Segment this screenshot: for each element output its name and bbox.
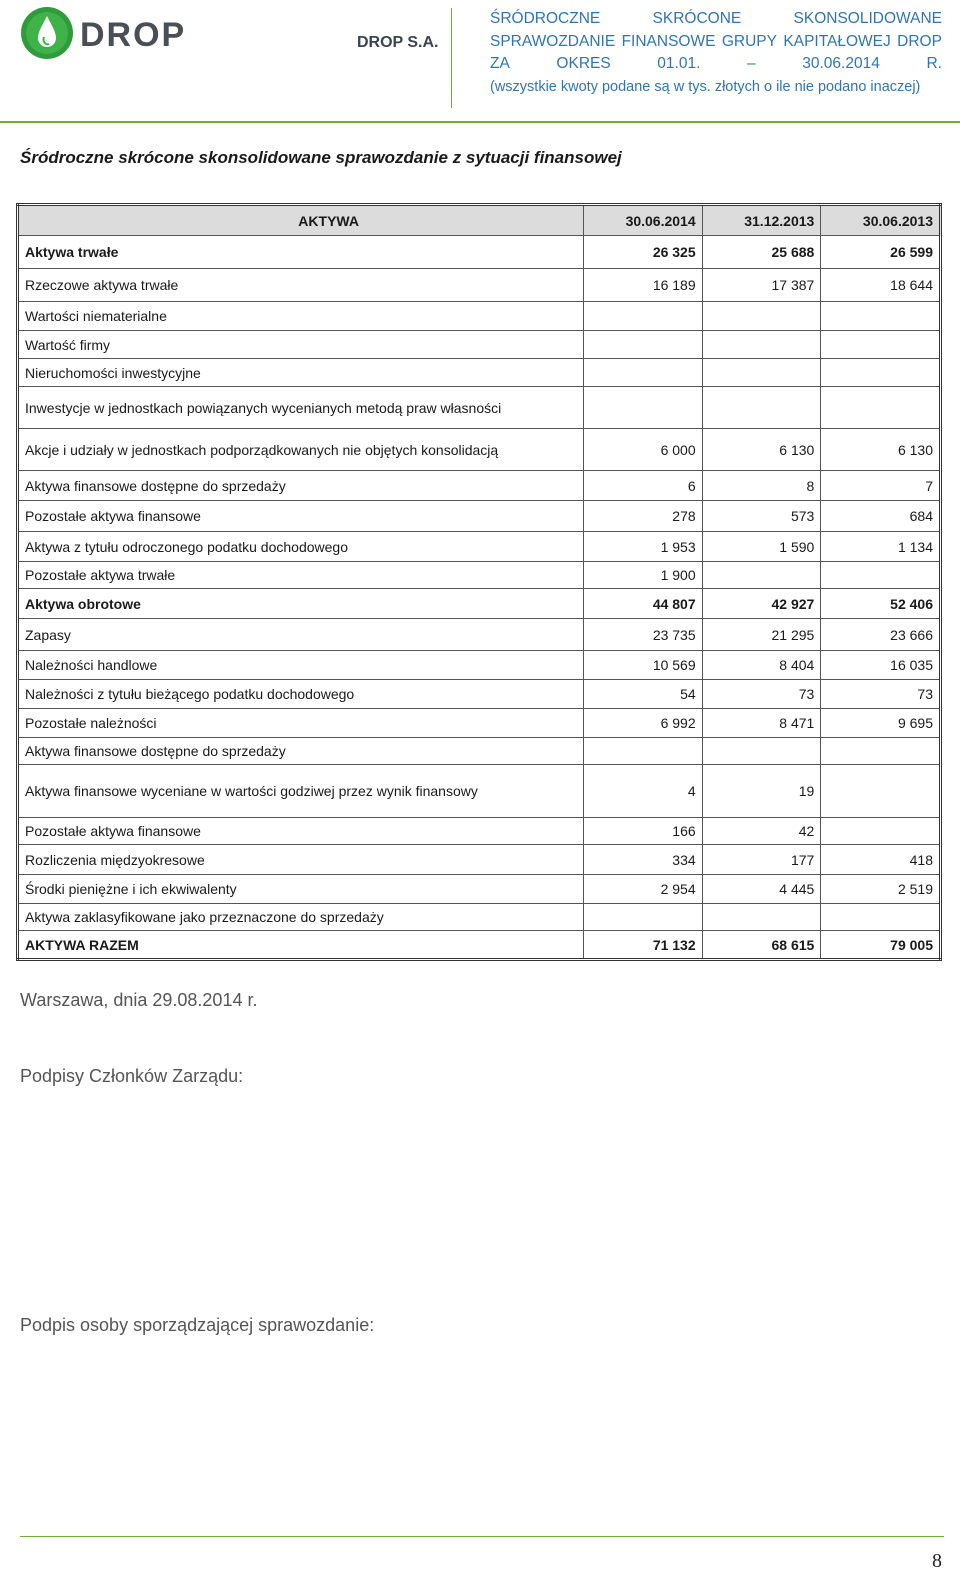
- svg-text:DROP: DROP: [80, 16, 187, 54]
- value-31-12-2013: 1 590: [702, 532, 821, 562]
- assets-table: [16, 203, 942, 961]
- value-31-12-2013: 6 130: [702, 429, 821, 471]
- value-30-06-2013: [821, 359, 941, 387]
- table-row: [18, 429, 941, 471]
- value-31-12-2013: 573: [702, 501, 821, 532]
- value-31-12-2013: [702, 562, 821, 589]
- header-word: 01.01.: [657, 55, 701, 72]
- column-header: 31.12.2013: [702, 205, 821, 236]
- row-label: Aktywa finansowe wyceniane w wartości godziwej przez wynik finansowy: [18, 765, 584, 818]
- table-row: [18, 931, 941, 960]
- value-31-12-2013: 73: [702, 680, 821, 709]
- value-30-06-2013: 18 644: [821, 269, 941, 302]
- table-row: [18, 387, 941, 429]
- table-body: [18, 236, 941, 960]
- place-date: Warszawa, dnia 29.08.2014 r.: [20, 990, 258, 1010]
- header-word: –: [747, 55, 756, 72]
- value-31-12-2013: 4 445: [702, 875, 821, 904]
- value-30-06-2014: 6 000: [583, 429, 702, 471]
- table-row: [18, 875, 941, 904]
- row-label: Zapasy: [18, 619, 584, 651]
- value-30-06-2014: [583, 738, 702, 765]
- value-31-12-2013: [702, 331, 821, 359]
- table-row: [18, 236, 941, 269]
- header-word: KAPITAŁOWEJ: [783, 32, 891, 50]
- value-31-12-2013: 177: [702, 845, 821, 875]
- value-30-06-2013: 79 005: [821, 931, 941, 960]
- value-31-12-2013: 19: [702, 765, 821, 818]
- value-30-06-2014: [583, 387, 702, 429]
- report-header-title: [490, 8, 942, 98]
- table-row: [18, 709, 941, 738]
- value-30-06-2013: 16 035: [821, 651, 941, 680]
- footer-rule: [20, 1536, 944, 1537]
- table-row: [18, 532, 941, 562]
- value-31-12-2013: 21 295: [702, 619, 821, 651]
- header-word: GRUPY: [721, 32, 777, 50]
- header-title-line-1: [490, 8, 942, 31]
- value-30-06-2014: 334: [583, 845, 702, 875]
- header-rule: [0, 121, 960, 123]
- row-label: Pozostałe aktywa finansowe: [18, 501, 584, 532]
- header-title-line-2: [490, 31, 942, 54]
- page-number: 8: [932, 1550, 942, 1572]
- value-31-12-2013: 8: [702, 471, 821, 501]
- value-31-12-2013: 17 387: [702, 269, 821, 302]
- table-row: [18, 904, 941, 931]
- header-word: SKONSOLIDOWANE: [793, 10, 942, 27]
- value-31-12-2013: 25 688: [702, 236, 821, 269]
- row-label: Wartość firmy: [18, 331, 584, 359]
- value-30-06-2013: 26 599: [821, 236, 941, 269]
- value-30-06-2014: [583, 359, 702, 387]
- header-word: R.: [926, 55, 942, 72]
- value-30-06-2014: 1 900: [583, 562, 702, 589]
- value-31-12-2013: 42 927: [702, 589, 821, 619]
- header-word: OKRES: [556, 55, 611, 72]
- value-30-06-2014: 16 189: [583, 269, 702, 302]
- row-label: Pozostałe aktywa trwałe: [18, 562, 584, 589]
- value-30-06-2014: 1 953: [583, 532, 702, 562]
- value-30-06-2013: [821, 387, 941, 429]
- page-title: Śródroczne skrócone skonsolidowane sprawozdanie z sytuacji finansowej: [20, 148, 622, 167]
- header-word: ZA: [490, 55, 510, 72]
- value-30-06-2013: [821, 904, 941, 931]
- value-30-06-2014: 2 954: [583, 875, 702, 904]
- row-label: Rozliczenia międzyokresowe: [18, 845, 584, 875]
- value-30-06-2014: 166: [583, 818, 702, 845]
- value-30-06-2013: 684: [821, 501, 941, 532]
- value-30-06-2014: [583, 904, 702, 931]
- value-30-06-2014: 6 992: [583, 709, 702, 738]
- value-30-06-2013: 6 130: [821, 429, 941, 471]
- drop-logo: [20, 4, 195, 62]
- row-label: Aktywa trwałe: [18, 236, 584, 269]
- table-row: [18, 619, 941, 651]
- header-word: FINANSOWE: [621, 32, 716, 50]
- value-31-12-2013: [702, 738, 821, 765]
- row-label: Środki pieniężne i ich ekwiwalenty: [18, 875, 584, 904]
- row-label: Wartości niematerialne: [18, 302, 584, 331]
- value-31-12-2013: [702, 359, 821, 387]
- value-30-06-2014: 6: [583, 471, 702, 501]
- row-label: Aktywa obrotowe: [18, 589, 584, 619]
- value-31-12-2013: 8 404: [702, 651, 821, 680]
- column-header: AKTYWA: [18, 205, 584, 236]
- row-label: Akcje i udziały w jednostkach podporządkowanych nie objętych konsolidacją: [18, 429, 584, 471]
- value-30-06-2013: [821, 302, 941, 331]
- header-title-line-3: [490, 53, 942, 76]
- row-label: Należności handlowe: [18, 651, 584, 680]
- column-header: 30.06.2013: [821, 205, 941, 236]
- table-row: [18, 845, 941, 875]
- row-label: Nieruchomości inwestycyjne: [18, 359, 584, 387]
- row-label: Inwestycje w jednostkach powiązanych wycenianych metodą praw własności: [18, 387, 584, 429]
- table-row: [18, 818, 941, 845]
- board-signatures-label: Podpisy Członków Zarządu:: [20, 1066, 244, 1086]
- value-31-12-2013: [702, 387, 821, 429]
- table-row: [18, 302, 941, 331]
- value-30-06-2013: 418: [821, 845, 941, 875]
- value-30-06-2014: 278: [583, 501, 702, 532]
- value-30-06-2013: [821, 765, 941, 818]
- table-row: [18, 471, 941, 501]
- header-word: SKRÓCONE: [652, 10, 742, 27]
- value-30-06-2014: 10 569: [583, 651, 702, 680]
- preparer-signature-label: Podpis osoby sporządzającej sprawozdanie:: [20, 1315, 375, 1335]
- row-label: Aktywa z tytułu odroczonego podatku dochodowego: [18, 532, 584, 562]
- header-word: ŚRÓDROCZNE: [490, 10, 601, 27]
- header-word: DROP: [897, 32, 942, 50]
- value-30-06-2013: [821, 738, 941, 765]
- row-label: Należności z tytułu bieżącego podatku dochodowego: [18, 680, 584, 709]
- company-name: DROP S.A.: [357, 34, 439, 51]
- table-row: [18, 765, 941, 818]
- row-label: Pozostałe aktywa finansowe: [18, 818, 584, 845]
- value-31-12-2013: 42: [702, 818, 821, 845]
- value-30-06-2013: [821, 562, 941, 589]
- table-header-row: [18, 205, 941, 236]
- row-label: Pozostałe należności: [18, 709, 584, 738]
- table-row: [18, 651, 941, 680]
- value-31-12-2013: 8 471: [702, 709, 821, 738]
- value-30-06-2013: 1 134: [821, 532, 941, 562]
- value-30-06-2013: 2 519: [821, 875, 941, 904]
- row-label: AKTYWA RAZEM: [18, 931, 584, 960]
- row-label: Rzeczowe aktywa trwałe: [18, 269, 584, 302]
- row-label: Aktywa finansowe dostępne do sprzedaży: [18, 471, 584, 501]
- table-row: [18, 501, 941, 532]
- table-row: [18, 680, 941, 709]
- column-header: 30.06.2014: [583, 205, 702, 236]
- table-row: [18, 359, 941, 387]
- value-30-06-2013: [821, 331, 941, 359]
- value-30-06-2014: 26 325: [583, 236, 702, 269]
- table-row: [18, 562, 941, 589]
- header-word: 30.06.2014: [802, 55, 880, 72]
- table-row: [18, 589, 941, 619]
- value-31-12-2013: 68 615: [702, 931, 821, 960]
- value-31-12-2013: [702, 904, 821, 931]
- value-31-12-2013: [702, 302, 821, 331]
- value-30-06-2014: 71 132: [583, 931, 702, 960]
- value-30-06-2014: 44 807: [583, 589, 702, 619]
- table-row: [18, 331, 941, 359]
- value-30-06-2013: 23 666: [821, 619, 941, 651]
- table-row: [18, 738, 941, 765]
- header-subtitle: (wszystkie kwoty podane są w tys. złotych o ile nie podano inaczej): [490, 78, 921, 95]
- table-row: [18, 269, 941, 302]
- value-30-06-2013: 73: [821, 680, 941, 709]
- value-30-06-2013: 9 695: [821, 709, 941, 738]
- value-30-06-2014: 54: [583, 680, 702, 709]
- row-label: Aktywa finansowe dostępne do sprzedaży: [18, 738, 584, 765]
- value-30-06-2013: 7: [821, 471, 941, 501]
- value-30-06-2014: [583, 302, 702, 331]
- header-word: SPRAWOZDANIE: [490, 32, 616, 50]
- value-30-06-2013: [821, 818, 941, 845]
- header-divider: [451, 8, 452, 108]
- value-30-06-2014: [583, 331, 702, 359]
- value-30-06-2013: 52 406: [821, 589, 941, 619]
- value-30-06-2014: 23 735: [583, 619, 702, 651]
- value-30-06-2014: 4: [583, 765, 702, 818]
- row-label: Aktywa zaklasyfikowane jako przeznaczone do sprzedaży: [18, 904, 584, 931]
